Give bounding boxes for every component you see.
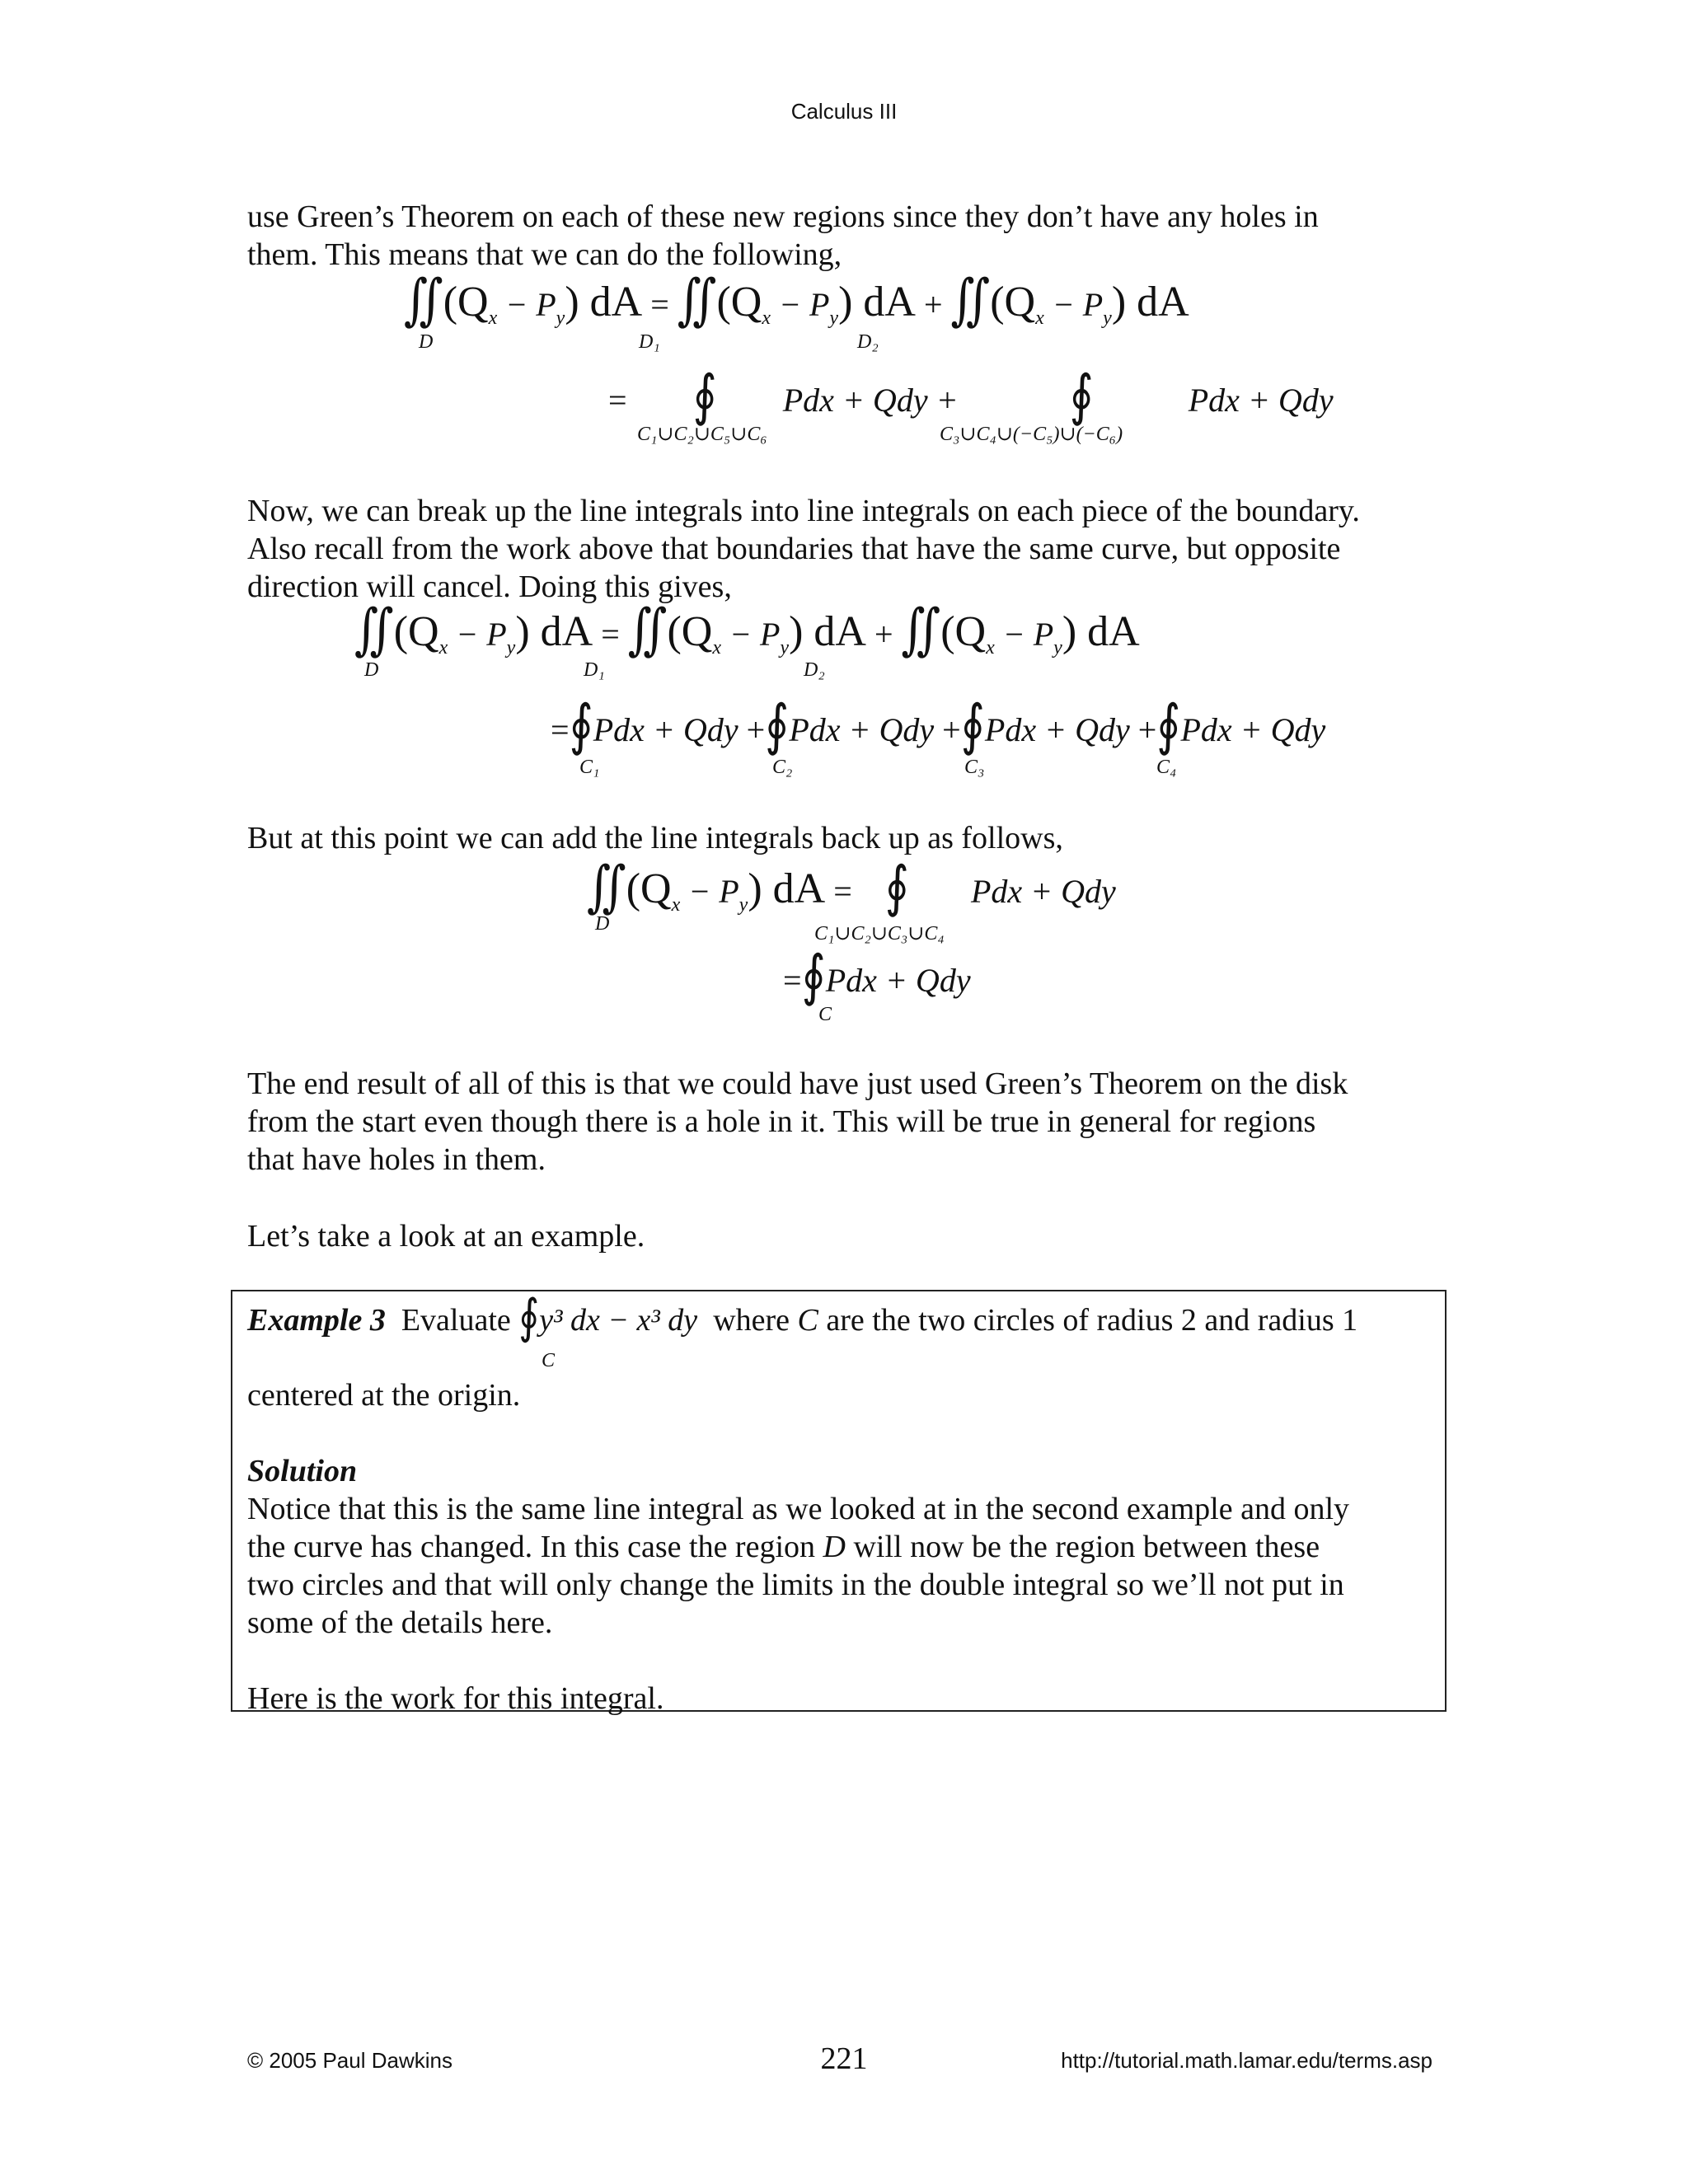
example-body: [247, 1376, 1442, 1718]
example-label: Example 3: [247, 1303, 386, 1338]
paragraph-4-line-2: from the start even though there is a hole in it. This will be true in general for regions: [247, 1104, 1316, 1139]
intro-paragraph: [247, 198, 1451, 274]
paragraph-3: [247, 819, 1451, 857]
eq3-contour-c: C: [818, 1004, 832, 1025]
paragraph-2-line-1: Now, we can break up the line integrals into line integrals on each piece of the boundary.: [247, 494, 1360, 528]
example-statement: Example 3 Evaluate ∮y³ dx − x³ dy where C are the two circles of radius 2 and radius 1: [247, 1291, 1358, 1344]
example-contour-c: C: [542, 1350, 556, 1371]
equation-1-row-2: = ∮ Pdx + Qdy + ∮ Pdx + Qdy: [608, 365, 1334, 428]
equation-3-row-2: =∮Pdx + Qdy: [783, 945, 971, 1008]
intro-line-1: use Green’s Theorem on each of these new regions since they don’t have any holes in: [247, 199, 1319, 234]
footer-copyright: © 2005 Paul Dawkins: [247, 2048, 452, 2073]
eq2-contour-c4: C₄: [1156, 757, 1177, 778]
paragraph-5-line-1: Let’s take a look at an example.: [247, 1219, 645, 1254]
solution-line-4: some of the details here.: [247, 1605, 553, 1640]
paragraph-2: [247, 492, 1451, 606]
page-number: 221: [820, 2041, 868, 2076]
solution-line-3: two circles and that will only change the limits in the double integral so we’ll not put in: [247, 1568, 1344, 1602]
example-line-2: centered at the origin.: [247, 1378, 521, 1413]
paragraph-4-line-3: that have holes in them.: [247, 1142, 546, 1177]
paragraph-2-line-3: direction will cancel. Doing this gives,: [247, 569, 732, 604]
equation-1-row-1: $∬(Q_x - P_y)$ dA = $∬(Q_x - P_y)$ dA + $∬(Q_x - P_y)$ dA: [404, 269, 1189, 332]
footer-url[interactable]: http://tutorial.math.lamar.edu/terms.asp: [1061, 2048, 1432, 2073]
paragraph-3-line-1: But at this point we can add the line integrals back up as follows,: [247, 821, 1063, 855]
equation-2-row-2: =∮Pdx + Qdy +∮Pdx + Qdy +∮Pdx + Qdy +∮Pdx + Qdy: [551, 695, 1326, 757]
eq2-contour-c2: C₂: [772, 757, 793, 778]
eq2-limit-d2: D₂: [804, 659, 825, 681]
limit-d: D: [419, 331, 434, 353]
page-header: Calculus III: [790, 99, 898, 124]
intro-line-2: them. This means that we can do the following,: [247, 237, 842, 272]
paragraph-4: [247, 1065, 1451, 1179]
solution-line-5: Here is the work for this integral.: [247, 1681, 664, 1716]
equation-2-row-1: $∬(Q_x - P_y)$ dA = $∬(Q_x - P_y)$ dA + $∬(Q_x - P_y)$ dA: [354, 599, 1140, 662]
limit-d1: D₁: [639, 331, 660, 353]
paragraph-5: [247, 1217, 1451, 1255]
paragraph-4-line-1: The end result of all of this is that we could have just used Green’s Theorem on the disk: [247, 1066, 1348, 1101]
contour-c1256: C₁∪C₂∪C₅∪C₆: [637, 424, 767, 445]
eq3-contour-c1234: C₁∪C₂∪C₃∪C₄: [814, 923, 945, 944]
eq2-limit-d: D: [364, 659, 379, 681]
eq2-contour-c3: C₃: [964, 757, 985, 778]
example-integrand: y³ dx − x³ dy: [539, 1303, 698, 1338]
solution-line-2: the curve has changed. In this case the region D will now be the region between these: [247, 1530, 1320, 1564]
evaluate-text: Evaluate: [401, 1303, 511, 1338]
equation-3-row-1: $∬(Q_x - P_y)$ dA = ∮ Pdx + Qdy: [587, 856, 1116, 919]
paragraph-2-line-2: Also recall from the work above that boundaries that have the same curve, but opposite: [247, 532, 1341, 566]
eq2-limit-d1: D₁: [584, 659, 605, 681]
eq2-contour-c1: C₁: [579, 757, 600, 778]
solution-label: Solution: [247, 1454, 358, 1488]
eq3-limit-d: D: [595, 913, 610, 935]
solution-line-1: Notice that this is the same line integral as we looked at in the second example and only: [247, 1492, 1350, 1526]
contour-c34-neg56: C₃∪C₄∪(−C₅)∪(−C₆): [940, 424, 1123, 445]
limit-d2: D₂: [857, 331, 879, 353]
